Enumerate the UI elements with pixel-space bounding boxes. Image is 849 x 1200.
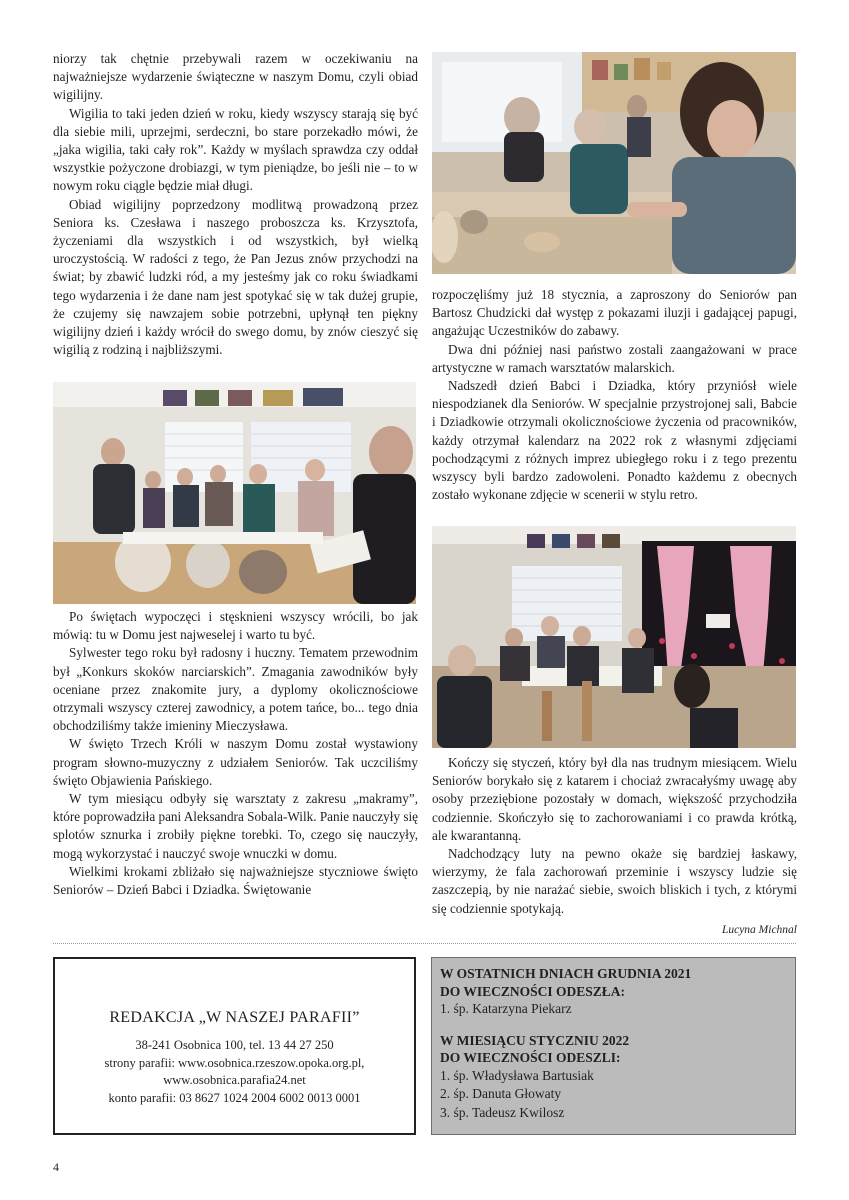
article-paragraph: Dwa dni później nasi państwo zostali zaangażowani w prace artystyczne w ramach warsztatów malarskich. [432,341,797,375]
article-column-left-top [53,50,418,359]
article-paragraph: Kończy się styczeń, który był dla nas trudnym miesiącem. Wielu Seniorów borykało się z katarem i chociaż zwracałyśmy uwagę aby osoby przeziębione pozostały w domach, większość przychodziła codziennie. Skończyło się to zachorowaniami i co prawda krótką, ale kwarantanną. [432,755,797,843]
obituary-list-item: 1. śp. Katarzyna Piekarz [440,1001,572,1016]
grandparents-day-party-photo [432,526,796,748]
page-number: 4 [53,1160,59,1174]
grandparents-day-party-image [432,526,796,748]
article-paragraph: Po świętach wypoczęci i stęsknieni wszyscy wrócili, bo jak mówią: tu w Domu jest najweselej i warto tu być. [53,609,418,643]
article-paragraph: W święto Trzech Króli w naszym Domu został wystawiony program słowno-muzyczny z udziałem Seniorów. Tak uczciliśmy święto Objawienia Pańskiego. [53,736,418,788]
article-paragraph: Sylwester tego roku był radosny i huczny. Tematem przewodnim był „Konkurs skoków narciarskich”. Zmagania zawodników były oceniane przez znakomite jury, a dyplomy okolicznościowe otrzymali wszyscy czterej zawodnicy, a potem tańce, bo... tego dnia obchodziliśmy także imieniny Mieczysława. [53,645,418,734]
editorial-website-secondary: www.osobnica.parafia24.net [163,1073,306,1087]
article-paragraph: niorzy tak chętnie przebywali razem w oczekiwaniu na najważniejsze wydarzenie świąteczne w naszym Domu, czyli obiad wigilijny. [53,51,418,103]
article-column-left-bottom [53,608,418,899]
editorial-title: REDAKCJA „W NASZEJ PARAFII” [109,1009,360,1026]
editorial-websites: strony parafii: www.osobnica.rzeszow.opoka.org.pl, [104,1055,365,1070]
article-paragraph: Nadszedł dzień Babci i Dziadka, który przyniósł wiele niespodzianek dla Seniorów. W specjalnie przystrojonej sali, Babcie i Dziadkowie otrzymali okolicznościowe życzenia od pracowników, każdy otrzymał kalendarz na 2022 rok z własnymi zdjęciami pochodzącymi z różnych imprez ubiegłego roku i z tego prezentu wszyscy byli bardzo zadowoleni. Ponadto każdemu z obecnych zostało wykonane zdjęcie w scenerii w stylu retro. [432,378,797,503]
article-paragraph: Nadchodzący luty na pewno okaże się bardziej łaskawy, wierzymy, że fala zachorowań przeminie i wszyscy ludzie się zaszczepią, by nie narażać siebie, swoich bliskich i tych, z którymi się codziennie spotykają. [432,846,797,916]
obituary-box [431,957,796,1135]
article-column-right-mid [432,286,797,504]
christmas-eve-dinner-photo [53,382,416,604]
article-paragraph: W tym miesiącu odbyły się warsztaty z zakresu „makramy”, które poprowadziła pani Aleksandra Sobala-Wilk. Panie nauczyły się splotów sznurka i zrobiły piękne torebki. To, czego się nauczyły, mogą wykorzystać i nauczyć swoje wnuczki w domu. [53,791,418,861]
obituary-december-heading: W OSTATNICH DNIACH GRUDNIA 2021 [440,966,692,981]
obituary-december-subheading: DO WIECZNOŚCI ODESZŁA: [440,983,626,999]
article-paragraph: Wigilia to taki jeden dzień w roku, kiedy wszyscy starają się być dla siebie mili, uprzejmi, serdeczni, bo stare porzekadło mówi, że „jaka wigilia, taki cały rok”. Każdy w myślach sprawdza czy oddał wszystkie pożyczone drobiazgi, w tym pieniądze, bo jeśli nie – to w nowym roku ciągle będzie miał długi. [53,105,418,194]
article-paragraph: rozpoczęliśmy już 18 stycznia, a zaproszony do Seniorów pan Bartosz Chudzicki dał występ z pokazami iluzji i gadającej papugi, angażując Uczestników do zabawy. [432,287,797,339]
editorial-info-box [53,957,416,1135]
author-signature: Lucyna Michnal [721,923,797,936]
christmas-eve-dinner-image [53,382,416,604]
editorial-address: 38-241 Osobnica 100, tel. 13 44 27 250 [135,1038,334,1052]
article-paragraph: Wielkimi krokami zbliżało się najważniejsze styczniowe święto Seniorów – Dzień Babci i Dziadka. Świętowanie [53,863,418,898]
section-divider [53,943,796,944]
obituary-january-subheading: DO WIECZNOŚCI ODESZLI: [440,1050,621,1065]
macrame-workshop-photo [432,52,796,274]
obituary-january-heading: W MIESIĄCU STYCZNIU 2022 [440,1032,630,1048]
obituary-list-item: 2. śp. Danuta Głowaty [440,1086,562,1101]
article-column-right-bottom [432,754,797,939]
article-paragraph: Obiad wigilijny poprzedzony modlitwą prowadzoną przez Seniora ks. Czesława i naszego proboszcza ks. Krzysztofa, życzeniami dla wszystkich i od wszystkich, był wielką uroczystością. W radości z tego, że Pan Jezus znów przychodzi na świat; by zbawić ludzki ród, a my jesteśmy jak co roku świadkami tego wydarzenia i że dane nam jest spotykać się w tak dużej grupie, że czujemy się nawzajem sobie potrzebni, upłynął ten piękny wigilijny dzień i każdy wrócił do swego domu, by znów cieszyć się wigilią z rodziną i najbliższymi. [53,196,418,358]
obituary-list-item: 1. śp. Władysława Bartusiak [440,1067,594,1083]
macrame-workshop-image [432,52,796,274]
editorial-bank-account: konto parafii: 03 8627 1024 2004 6002 0013 0001 [108,1090,361,1105]
obituary-list-item: 3. śp. Tadeusz Kwilosz [440,1104,565,1120]
